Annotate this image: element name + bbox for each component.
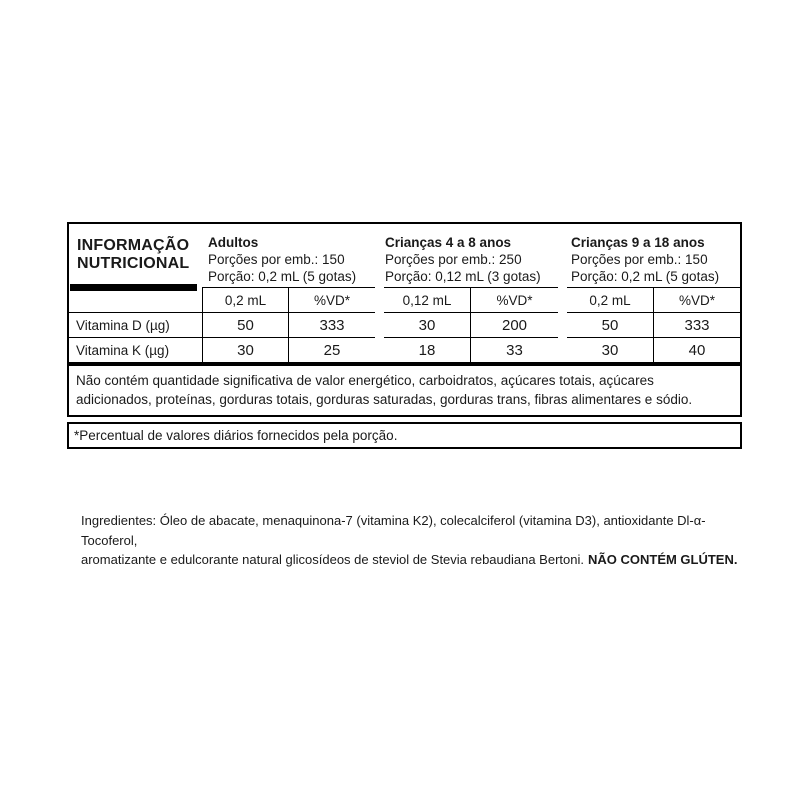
group-servings: Porções por emb.: 150 — [208, 252, 345, 267]
ingredients-line1: Ingredientes: Óleo de abacate, menaquinona-7 (vitamina K2), colecalciferol (vitamina D3), antioxidante Dl-α-Tocoferol, — [81, 513, 706, 548]
daily-values-footnote: *Percentual de valores diários fornecidos pela porção. — [67, 422, 742, 449]
nutrition-facts-box — [67, 222, 742, 417]
group-portion: Porção: 0,2 mL (5 gotas) — [208, 269, 357, 284]
dose-header-cell: 0,12 mL — [384, 287, 471, 312]
dose-header-cell: 0,2 mL — [567, 287, 654, 312]
column-gap — [558, 287, 567, 312]
value-cell: 333 — [654, 312, 740, 337]
value-cell: 50 — [567, 312, 654, 337]
column-gap — [375, 287, 384, 312]
ingredients-text — [81, 511, 741, 570]
group-header-children-4-8 — [384, 224, 558, 287]
thick-divider-bar — [70, 284, 197, 291]
nutrition-title — [69, 224, 203, 287]
vd-header-cell: %VD* — [654, 287, 740, 312]
value-cell: 40 — [654, 337, 740, 362]
value-cell: 33 — [471, 337, 558, 362]
nutrient-label: Vitamina D (µg) — [69, 312, 203, 337]
value-cell: 30 — [567, 337, 654, 362]
vd-header-cell: %VD* — [289, 287, 375, 312]
value-cell: 50 — [203, 312, 289, 337]
value-cell: 30 — [384, 312, 471, 337]
nutrient-label: Vitamina K (µg) — [69, 337, 203, 362]
gluten-free-note: NÃO CONTÉM GLÚTEN. — [587, 552, 738, 567]
dose-header-cell: 0,2 mL — [203, 287, 289, 312]
ingredients-line2 — [81, 550, 741, 570]
group-name: Adultos — [208, 235, 259, 250]
value-cell: 25 — [289, 337, 375, 362]
vd-header-cell: %VD* — [471, 287, 558, 312]
group-servings: Porções por emb.: 250 — [385, 252, 522, 267]
table-header — [69, 224, 740, 287]
no-significant-amounts-note: Não contém quantidade significativa de valor energético, carboidratos, açúcares totais, açúcares adicionados, proteínas, gorduras totais, gorduras saturadas, gorduras trans, fibras alimentares e sódio. — [76, 373, 693, 407]
group-name: Crianças 9 a 18 anos — [571, 235, 705, 250]
value-cell: 200 — [471, 312, 558, 337]
nutrition-title-line1: INFORMAÇÃO — [77, 237, 190, 254]
group-servings: Porções por emb.: 150 — [571, 252, 708, 267]
group-portion: Porção: 0,12 mL (3 gotas) — [385, 269, 541, 284]
group-header-children-9-18 — [567, 224, 740, 287]
group-portion: Porção: 0,2 mL (5 gotas) — [571, 269, 720, 284]
values-grid — [69, 287, 740, 362]
column-gap — [375, 337, 384, 362]
column-gap — [558, 312, 567, 337]
nutrition-title-line2: NUTRICIONAL — [77, 255, 190, 272]
group-name: Crianças 4 a 8 anos — [385, 235, 512, 250]
column-gap — [375, 312, 384, 337]
ingredients-line2-text: aromatizante e edulcorante natural glicosídeos de steviol de Stevia rebaudiana Bertoni. — [81, 552, 584, 567]
group-header-adults — [203, 224, 375, 287]
value-cell: 333 — [289, 312, 375, 337]
value-cell: 30 — [203, 337, 289, 362]
column-gap — [558, 337, 567, 362]
value-cell: 18 — [384, 337, 471, 362]
